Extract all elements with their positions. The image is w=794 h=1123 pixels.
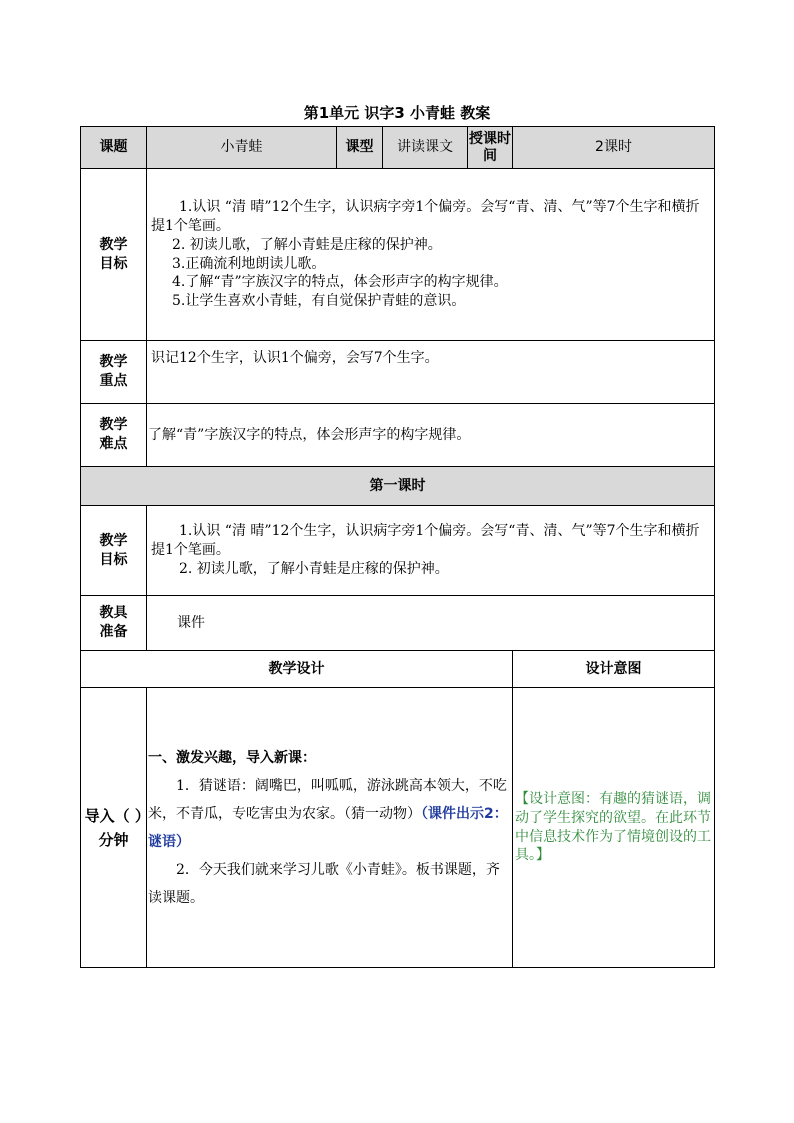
hours-label: 授课时间 [468, 127, 513, 169]
goal-item: 4.了解“青”字族汉字的特点，体会形声字的构字规律。 [172, 274, 508, 291]
period-goals-label [81, 506, 147, 596]
goals-label [81, 169, 147, 341]
page-title: 第1单元 识字3 小青蛙 教案 [303, 104, 491, 122]
step1-text: 1．猜谜语：阔嘴巴，叫呱呱，游泳跳高本领大，不吃米，不青瓜，专吃害虫为农家。（猜一动物） [148, 777, 507, 822]
difficulties-label [81, 404, 147, 467]
goal-item: 5.让学生喜欢小青蛙，有自觉保护青蛙的意识。 [172, 293, 466, 310]
type-value: 讲读课文 [383, 127, 468, 169]
goal-item: 3.正确流利地朗读儿歌。 [172, 255, 326, 272]
tools-row [81, 596, 715, 651]
period-header-row [81, 467, 715, 506]
design-content [147, 688, 513, 968]
design-intent: 【设计意图：有趣的猜谜语，调动了学生探究的欲望。在此环节中信息技术作为了情境创设的工具。】 [513, 688, 715, 968]
intent-col-label: 设计意图 [513, 651, 715, 688]
difficulties-text: 了解“青”字族汉字的特点，体会形声字的构字规律。 [147, 404, 715, 467]
intro-row [81, 688, 715, 968]
difficulties-row [81, 404, 715, 467]
stage-label: 导入（ ）分钟 [81, 688, 147, 968]
tools-text: 课件 [147, 596, 715, 651]
tools-label [81, 596, 147, 651]
goals-content [147, 169, 715, 341]
period-goals-label-text: 教学目标 [99, 532, 128, 568]
key-points-label-text: 教学重点 [99, 354, 128, 389]
goals-row [81, 169, 715, 341]
step1-note: （课件出示2：谜语） [148, 805, 508, 850]
period-title: 第一课时 [81, 467, 715, 506]
design-col-label: 教学设计 [81, 651, 513, 688]
topic-label: 课题 [81, 127, 147, 169]
topic-value: 小青蛙 [147, 127, 337, 169]
key-points-row [81, 341, 715, 404]
type-label: 课型 [337, 127, 383, 169]
tools-label-text: 教具准备 [99, 605, 128, 640]
header-row [81, 127, 715, 169]
goal-item: 1.认识 “清 晴”12个生字，认识病字旁1个偏旁。会写“青、清、气”等7个生字和横折提1个笔画。 [151, 198, 700, 234]
lesson-plan-table [80, 126, 715, 968]
design-step1 [148, 772, 511, 856]
goal-item: 2. 初读儿歌，了解小青蛙是庄稼的保护神。 [172, 236, 442, 253]
design-header-row [81, 651, 715, 688]
design-heading: 一、激发兴趣，导入新课： [148, 749, 316, 766]
period-goal-item: 1.认识 “清 晴”12个生字，认识病字旁1个偏旁。会写“青、清、气”等7个生字和横折提1个笔画。 [151, 523, 700, 559]
period-goals-row [81, 506, 715, 596]
difficulties-label-text: 教学难点 [99, 417, 128, 452]
goals-label-text: 教学目标 [99, 236, 128, 272]
hours-value: 2课时 [513, 127, 715, 169]
period-goals-content [147, 506, 715, 596]
key-points-text: 识记12个生字，认识1个偏旁，会写7个生字。 [147, 341, 715, 404]
design-step2: 2．今天我们就来学习儿歌《小青蛙》。板书课题，齐读课题。 [148, 861, 500, 906]
key-points-label [81, 341, 147, 404]
period-goal-item: 2. 初读儿歌，了解小青蛙是庄稼的保护神。 [179, 560, 449, 577]
